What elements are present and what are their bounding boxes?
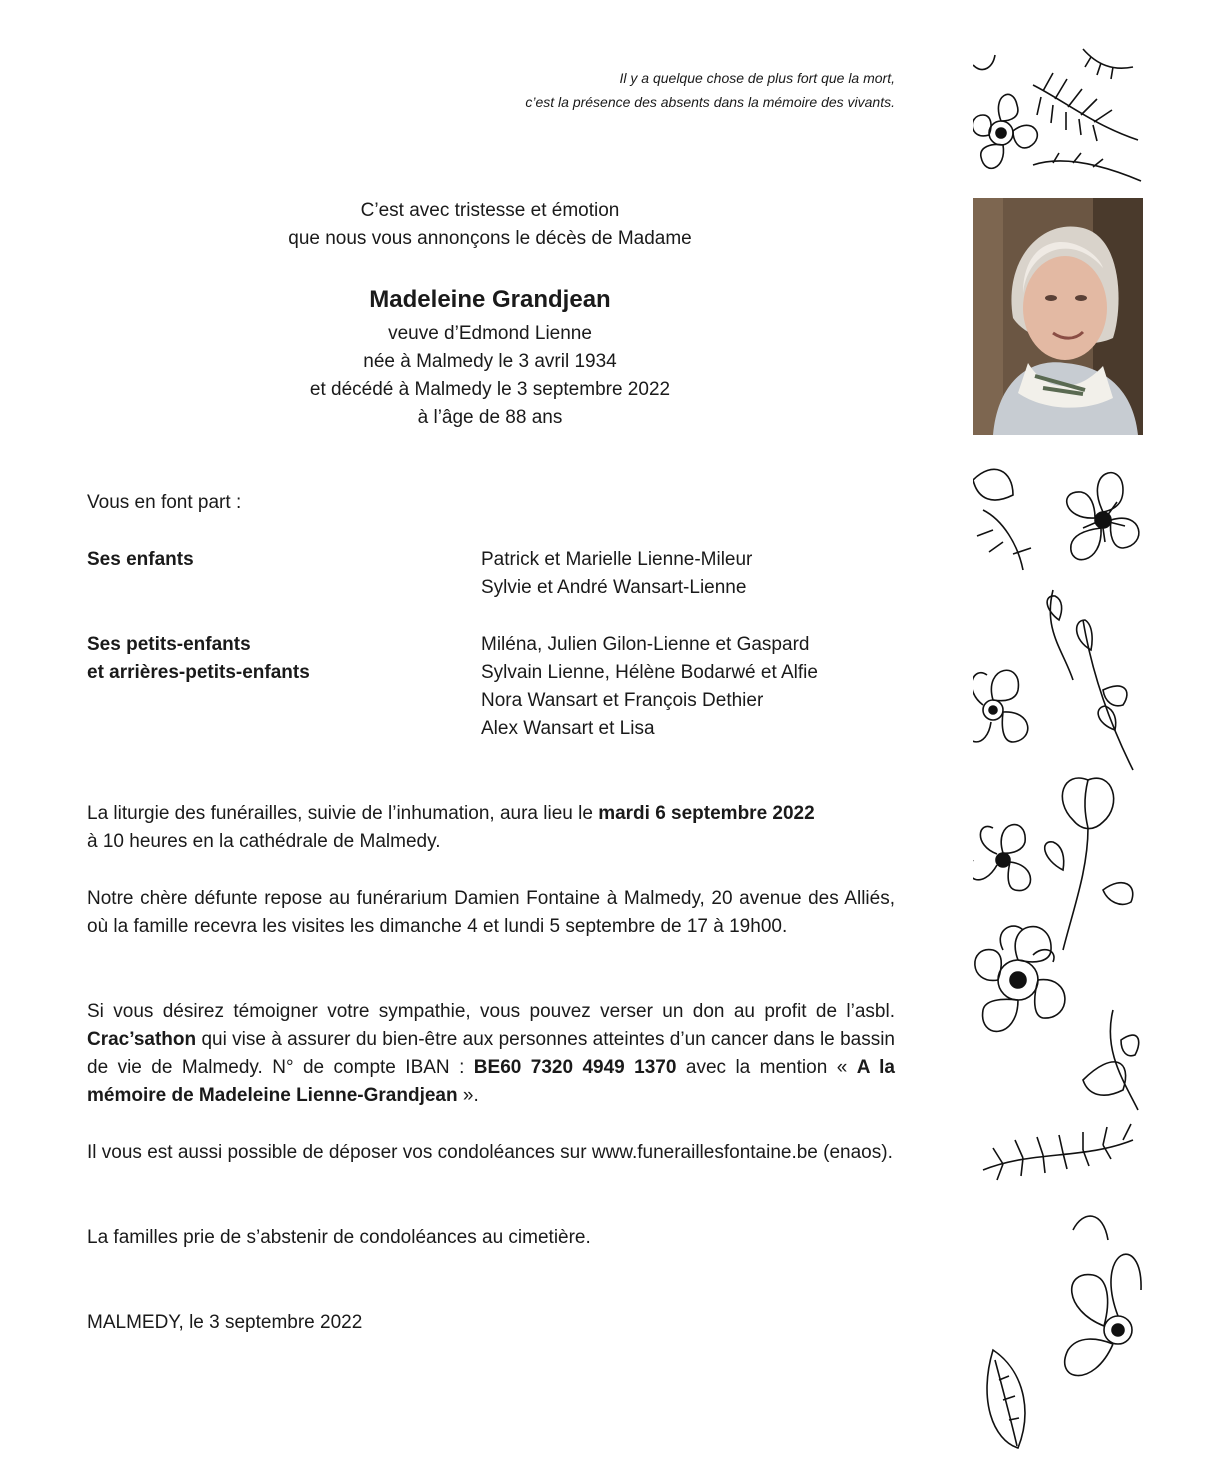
floral-illustration-column — [973, 450, 1143, 1450]
donation-org: Crac’sathon — [87, 1029, 197, 1050]
place-and-date: MALMEDY, le 3 septembre 2022 — [87, 1312, 363, 1333]
grandchildren-label — [87, 631, 310, 687]
donation-mention: A la mémoire de Madeleine Lienne-Grandjean — [87, 1057, 895, 1106]
epigraph-line-2: c’est la présence des absents dans la mémoire des vivants. — [525, 94, 895, 110]
announcement-line-1: C’est avec tristesse et émotion — [360, 200, 620, 221]
grandchildren-label-line-2: et arrières-petits-enfants — [87, 662, 310, 683]
grandchildren-label-line-1: Ses petits-enfants — [87, 634, 251, 655]
list-item: Sylvie et André Wansart-Lienne — [481, 577, 747, 598]
deceased-portrait-photo — [973, 198, 1143, 435]
children-label: Ses enfants — [87, 549, 194, 570]
visitation-paragraph: Notre chère défunte repose au funérarium Damien Fontaine à Malmedy, 20 avenue des Alliés, où la famille recevra les visites les dimanche 4 et lundi 5 septembre de 17 à 19h00. — [87, 888, 895, 937]
list-item: Patrick et Marielle Lienne-Mileur — [481, 549, 753, 570]
age-info: à l’âge de 88 ans — [417, 407, 563, 428]
list-item: Alex Wansart et Lisa — [481, 718, 655, 739]
donation-text-b: qui vise à assurer du bien-être aux personnes atteintes d’un cancer dans le bassin de vie de Malmedy. N° de compte IBAN : — [87, 1029, 895, 1078]
deceased-details — [240, 320, 740, 432]
donation-iban: BE60 7320 4949 1370 — [473, 1057, 677, 1078]
death-info: et décédé à Malmedy le 3 septembre 2022 — [309, 379, 671, 400]
donation-text-c: avec la mention « — [676, 1057, 857, 1078]
donation-paragraph — [87, 998, 895, 1110]
liturgy-text: La liturgie des funérailles, suivie de l’inhumation, aura lieu le — [87, 803, 599, 824]
widow-of: veuve d’Edmond Lienne — [388, 323, 592, 344]
epigraph-quote — [525, 66, 895, 114]
list-item: Miléna, Julien Gilon-Lienne et Gaspard — [481, 634, 810, 655]
children-list — [481, 546, 752, 602]
list-item: Sylvain Lienne, Hélène Bodarwé et Alfie — [481, 662, 818, 683]
list-item: Nora Wansart et François Dethier — [481, 690, 764, 711]
condolences-paragraph: Il vous est aussi possible de déposer vos condoléances sur www.funeraillesfontaine.be (enaos). — [87, 1142, 893, 1163]
grandchildren-list — [481, 631, 818, 743]
intro-text: Vous en font part : — [87, 492, 242, 513]
deceased-name: Madeleine Grandjean — [369, 286, 611, 313]
announcement-line-2: que nous vous annonçons le décès de Madame — [288, 228, 692, 249]
donation-text-d: ». — [457, 1085, 479, 1106]
donation-text-a: Si vous désirez témoigner votre sympathie, vous pouvez verser un don au profit de l’asbl. — [87, 1001, 895, 1022]
liturgy-location: à 10 heures en la cathédrale de Malmedy. — [87, 831, 441, 852]
birth-info: née à Malmedy le 3 avril 1934 — [363, 351, 617, 372]
liturgy-date: mardi 6 septembre 2022 — [598, 803, 815, 824]
liturgy-paragraph — [87, 800, 895, 856]
epigraph-line-1: Il y a quelque chose de plus fort que la mort, — [619, 70, 895, 86]
floral-illustration-top — [973, 45, 1143, 185]
cemetery-note: La familles prie de s’abstenir de condoléances au cimetière. — [87, 1227, 591, 1248]
announcement — [240, 197, 740, 253]
